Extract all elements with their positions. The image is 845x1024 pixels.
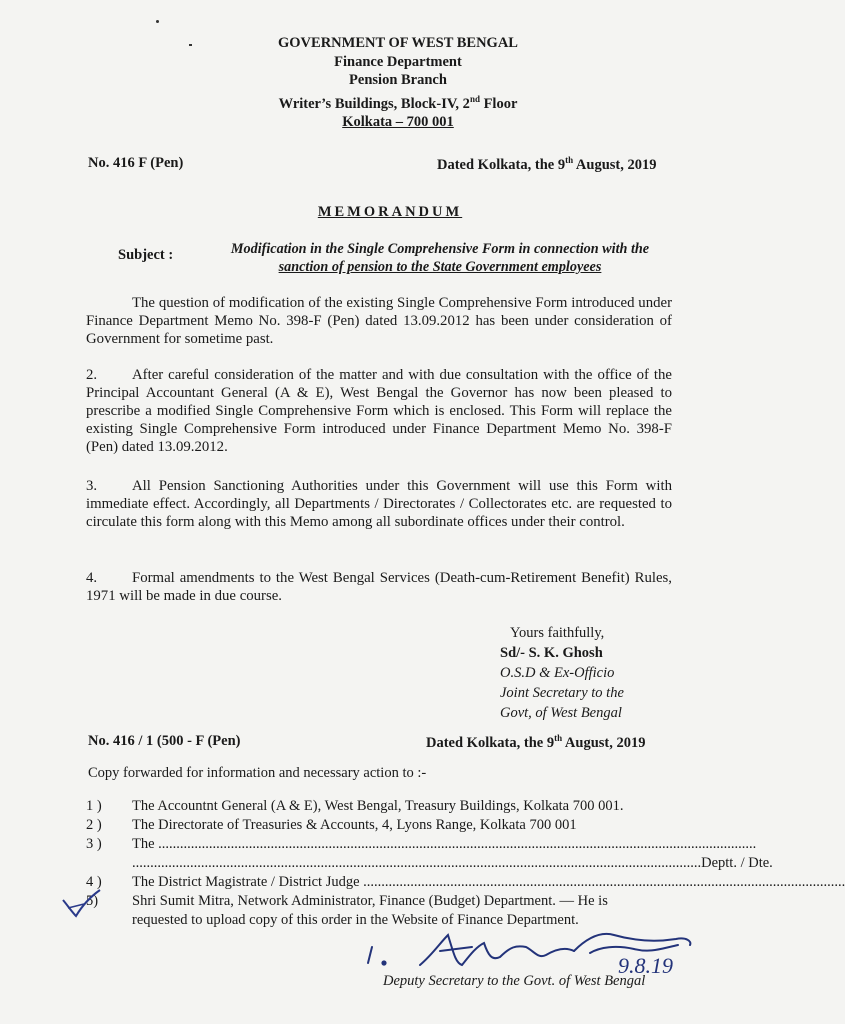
letterhead-department: Finance Department	[334, 53, 462, 70]
signatory-title: O.S.D & Ex-Officio	[500, 665, 615, 681]
letterhead-address: Writer’s Buildings, Block-IV, 2nd Floor	[278, 93, 518, 112]
memo-number: No. 416 F (Pen)	[88, 155, 184, 171]
letterhead-branch: Pension Branch	[349, 72, 447, 88]
signatory-title: Joint Secretary to the	[500, 685, 624, 701]
paragraph-4: 4. Formal amendments to the West Bengal Services (Death-cum-Retirement Benefit) Rules, 1971 will be made in due course.	[86, 570, 672, 604]
list-item: 2 ) The Directorate of Treasuries & Accounts, 4, Lyons Range, Kolkata 700 001	[86, 817, 577, 833]
list-item: 3 ) The .....................................................................................................................................................................	[86, 836, 757, 852]
list-item: 5) Shri Sumit Mitra, Network Administrator, Finance (Budget) Department. — He is	[86, 893, 608, 909]
check-mark-icon	[60, 888, 104, 922]
deputy-secretary: Deputy Secretary to the Govt. of West Bengal	[383, 973, 646, 989]
paragraph-1: The question of modification of the existing Single Comprehensive Form introduced under Finance Department Memo No. 398-F (Pen) dated 13.09.2012 has been under consideration of Government for sometime past.	[86, 295, 672, 347]
memo-date: Dated Kolkata, the 9th August, 2019	[437, 155, 657, 173]
signature-block	[500, 623, 680, 723]
copy-intro: Copy forwarded for information and necessary action to :-	[88, 765, 427, 781]
list-item: 1 ) The Accountnt General (A & E), West Bengal, Treasury Buildings, Kolkata 700 001.	[86, 798, 624, 814]
copy-list	[86, 797, 845, 930]
subject-text	[205, 240, 675, 276]
letterhead	[0, 34, 768, 131]
copy-date: Dated Kolkata, the 9th August, 2019	[426, 733, 646, 751]
closing: Yours faithfully,	[510, 625, 605, 641]
letterhead-government: GOVERNMENT OF WEST BENGAL	[278, 35, 518, 51]
subject-line-1: Modification in the Single Comprehensive Form in connection with the	[230, 241, 650, 257]
signatory-name: Sd/- S. K. Ghosh	[500, 645, 603, 661]
memorandum-title: MEMORANDUM	[317, 204, 463, 220]
letterhead-city: Kolkata – 700 001	[342, 113, 454, 130]
list-item: 4 ) The District Magistrate / District Judge .....................................................................................................................................	[86, 874, 845, 890]
paragraph-2: 2. After careful consideration of the matter and with due consultation with the office of the Principal Accountant General (A & E), West Bengal the Governor has now been pleased to prescribe a modified Single Comprehensive Form which is enclosed. This Form will replace the existing Single Comprehensive Form introduced under Finance Department Memo No. 398-F (Pen) dated 13.09.2012.	[86, 367, 672, 455]
handwritten-date: 9.8.19	[618, 953, 673, 978]
copy-number: No. 416 / 1 (500 - F (Pen)	[88, 733, 241, 749]
handwritten-signature	[360, 925, 700, 977]
subject-label: Subject :	[118, 247, 174, 263]
signatory-title: Govt, of West Bengal	[500, 705, 622, 721]
paragraph-3: 3. All Pension Sanctioning Authorities under this Government will use this Form with immediate effect. Accordingly, all Departments / Directorates / Collectorates etc. are requested to circulate this form along with this Memo among all subordinate offices under their control.	[86, 478, 672, 530]
list-item: requested to upload copy of this order in the Website of Finance Department.	[132, 912, 579, 928]
scan-speck	[156, 20, 159, 23]
subject-line-2: sanction of pension to the State Government employees	[278, 259, 602, 275]
list-item: ............................................................................................................................................................. Deptt. / Dte.	[132, 855, 773, 871]
